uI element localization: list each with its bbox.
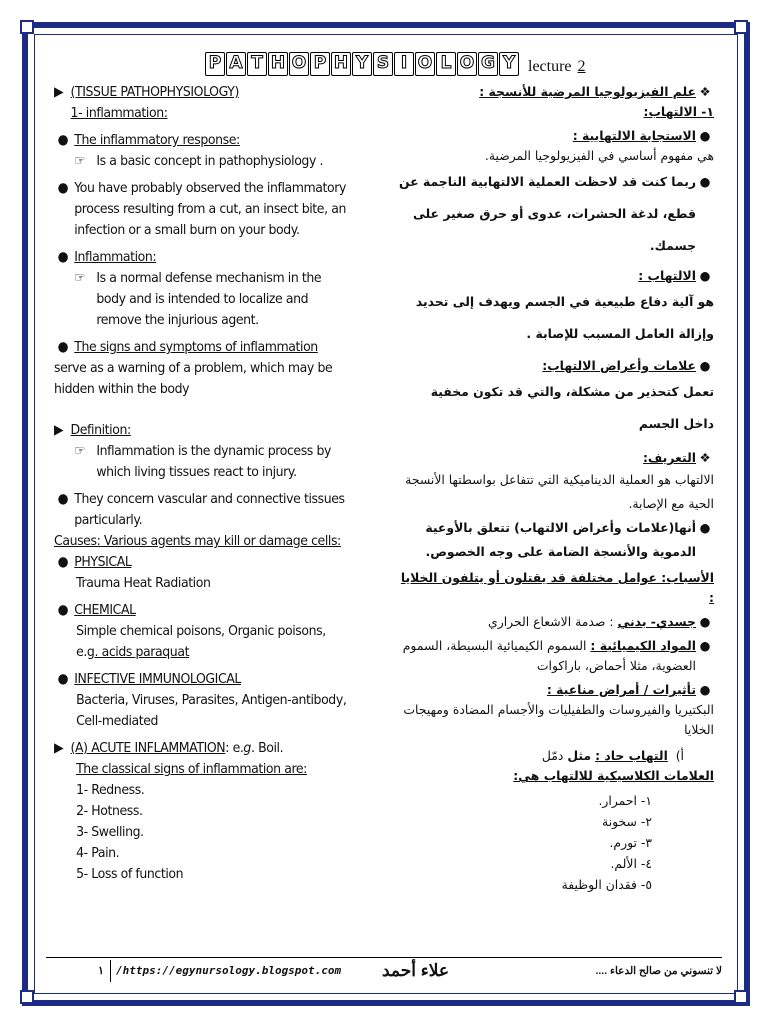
footer-separator xyxy=(110,960,111,982)
topic-heading: التعريف: xyxy=(642,450,696,465)
list-item: 4- Pain. xyxy=(76,845,120,861)
frame-corner xyxy=(734,20,748,34)
paragraph: هو آلية دفاع طبيعية في الجسم ويهدف إلى تحديد وإزالة العامل المسبب للإصابة . xyxy=(415,294,714,341)
footer-divider xyxy=(46,957,722,958)
arrow-icon: ▶ xyxy=(54,84,64,100)
title-letter: L xyxy=(436,52,456,76)
title-letter: O xyxy=(289,52,309,76)
section-heading: علم الفيزيولوجيا المرضية للأنسجة : xyxy=(479,84,696,99)
paragraph: Inflammation is the dynamic process by which living tissues react to injury. xyxy=(96,443,331,480)
bullet-icon: ● xyxy=(699,614,711,629)
four-diamond-icon: ❖ xyxy=(699,84,711,99)
bullet-icon: ● xyxy=(699,358,711,373)
list-item: ٥- فقدان الوظيفة xyxy=(561,877,652,892)
topic-heading: علامات وأعراض الالتهاب: xyxy=(542,358,696,373)
list-item: ٢- سخونة xyxy=(602,814,652,829)
cause-example: e.g. acids paraquat xyxy=(76,644,190,660)
author-name: علاء أحمد xyxy=(382,961,449,980)
topic-heading: الاستجابة الالتهابية : xyxy=(572,128,696,143)
cause-line: المواد الكيميائية : السموم الكيميائية البسيطة، السموم العضوية، مثلا أحماض، باراكوات xyxy=(402,638,696,673)
title-letter: O xyxy=(415,52,435,76)
title-letter: A xyxy=(226,52,246,76)
topic-heading: Inflammation: xyxy=(74,249,157,265)
hand-pointer-icon: ☞ xyxy=(74,270,86,286)
paragraph: Is a basic concept in pathophysiology . xyxy=(96,153,324,169)
bullet-icon: ● xyxy=(699,174,711,189)
topic-heading: The signs and symptoms of inflammation xyxy=(74,339,318,355)
paragraph: أنها(علامات وأعراض الالتهاب) تتعلق بالأوعية الدموية والأنسجة الضامة على وجه الخصوص. xyxy=(425,520,696,559)
list-item: 3- Swelling. xyxy=(76,824,144,840)
arrow-icon: ▶ xyxy=(54,740,64,756)
title-letter: H xyxy=(331,52,351,76)
cause-label: INFECTIVE IMMUNOLOGICAL xyxy=(74,671,241,687)
bullet-icon: ● xyxy=(57,249,69,265)
paragraph: هي مفهوم أساسي في الفيزيولوجيا المرضية. xyxy=(484,148,714,163)
paragraph: ربما كنت قد لاحظت العملية الالتهابية الناجمة عن قطع، لدغة الحشرات، عدوى أو حرق صغير على جسمك. xyxy=(399,174,696,253)
paragraph: You have probably observed the inflammatory process resulting from a cut, an insect bite, an infection or a small burn on your body. xyxy=(74,180,346,238)
frame-corner xyxy=(734,990,748,1004)
title-letter: O xyxy=(457,52,477,76)
bullet-icon: ● xyxy=(57,671,69,687)
list-item: ٣- تورم. xyxy=(609,835,652,850)
bullet-icon: ● xyxy=(57,554,69,570)
bullet-icon: ● xyxy=(57,132,69,148)
paragraph: تعمل كتحذير من مشكلة، والتي قد تكون مخفية داخل الجسم xyxy=(430,384,714,431)
page-number: ١ xyxy=(98,965,104,977)
acute-line: أ) التهاب حاد : مثل دمّل xyxy=(541,748,684,763)
topic-heading: The inflammatory response: xyxy=(74,132,240,148)
bullet-icon: ● xyxy=(57,180,69,196)
title-letter: P xyxy=(310,52,330,76)
cause-text: Bacteria, Viruses, Parasites, Antigen-antibody, Cell-mediated xyxy=(76,692,347,729)
title-letter: Y xyxy=(499,52,519,76)
list-heading: العلامات الكلاسيكية للالتهاب هي: xyxy=(513,768,714,783)
frame-corner xyxy=(20,20,34,34)
cause-text: Simple chemical poisons, Organic poisons, xyxy=(76,623,326,639)
frame-corner xyxy=(20,990,34,1004)
cause-line: جسدي- بدني : صدمة الاشعاع الحراري xyxy=(488,614,696,629)
topic-heading: الالتهاب : xyxy=(638,268,696,283)
topic-heading: Causes: Various agents may kill or damage cells: xyxy=(54,533,341,549)
title-letter: G xyxy=(478,52,498,76)
title-letter: Y xyxy=(352,52,372,76)
bullet-icon: ● xyxy=(699,520,711,535)
hand-pointer-icon: ☞ xyxy=(74,153,86,169)
section-heading: (TISSUE PATHOPHYSIOLOGY) xyxy=(70,84,239,100)
paragraph: They concern vascular and connective tissues particularly. xyxy=(74,491,345,528)
signs-list xyxy=(54,780,347,885)
bullet-icon: ● xyxy=(699,638,711,653)
title-letter: S xyxy=(373,52,393,76)
subsection-heading: 1- inflammation: xyxy=(70,105,168,121)
list-item: 5- Loss of function xyxy=(76,866,184,882)
title-letter: H xyxy=(268,52,288,76)
four-diamond-icon: ❖ xyxy=(699,450,711,465)
footer-url: /https://egynursology.blogspot.com xyxy=(116,964,342,977)
bullet-icon: ● xyxy=(699,128,711,143)
subsection-heading: ١- الالتهاب: xyxy=(643,104,714,119)
list-heading: The classical signs of inflammation are: xyxy=(76,761,307,777)
title-letter: I xyxy=(394,52,414,76)
cause-label: PHYSICAL xyxy=(74,554,132,570)
list-item: 2- Hotness. xyxy=(76,803,143,819)
signs-list xyxy=(396,790,714,895)
title-letter: P xyxy=(205,52,225,76)
arrow-icon: ▶ xyxy=(54,422,64,438)
list-item: 1- Redness. xyxy=(76,782,145,798)
lecture-number: 2 xyxy=(577,58,586,75)
bullet-icon: ● xyxy=(57,339,69,355)
arabic-column xyxy=(396,82,714,895)
page-title xyxy=(205,52,520,76)
list-item: ٤- الألم. xyxy=(610,856,652,871)
topic-heading: الأسباب: عوامل مختلفة قد يقتلون أو يتلفون الخلايا : xyxy=(400,570,714,605)
paragraph: Is a normal defense mechanism in the body and is intended to localize and remove the injurious agent. xyxy=(96,270,322,328)
topic-heading: Definition: xyxy=(70,422,131,438)
cause-text: البكتيريا والفيروسات والطفيليات والأجسام المضادة ومهيجات الخلايا xyxy=(403,702,714,737)
cause-label: CHEMICAL xyxy=(74,602,136,618)
bullet-icon: ● xyxy=(57,602,69,618)
paragraph: الالتهاب هو العملية الديناميكية التي تتفاعل بواسطتها الأنسجة الحية مع الإصابة. xyxy=(405,472,714,511)
bullet-icon: ● xyxy=(57,491,69,507)
english-column xyxy=(54,82,347,885)
list-item: ١- احمرار. xyxy=(598,793,652,808)
lecture-label: lecture 2 xyxy=(528,58,586,75)
hand-pointer-icon: ☞ xyxy=(74,443,86,459)
bullet-icon: ● xyxy=(699,268,711,283)
cause-label: تأثيرات / أمراض مناعية : xyxy=(546,682,696,697)
topic-heading: (A) ACUTE INFLAMMATION: e.g. Boil. xyxy=(70,740,284,756)
footer-prayer: لا تنسوني من صالح الدعاء .... xyxy=(595,965,722,977)
bullet-icon: ● xyxy=(699,682,711,697)
cause-text: Trauma Heat Radiation xyxy=(76,575,211,591)
page-header xyxy=(205,50,586,76)
paragraph: serve as a warning of a problem, which may be hidden within the body xyxy=(54,360,333,397)
title-letter: T xyxy=(247,52,267,76)
page-footer xyxy=(46,962,722,984)
